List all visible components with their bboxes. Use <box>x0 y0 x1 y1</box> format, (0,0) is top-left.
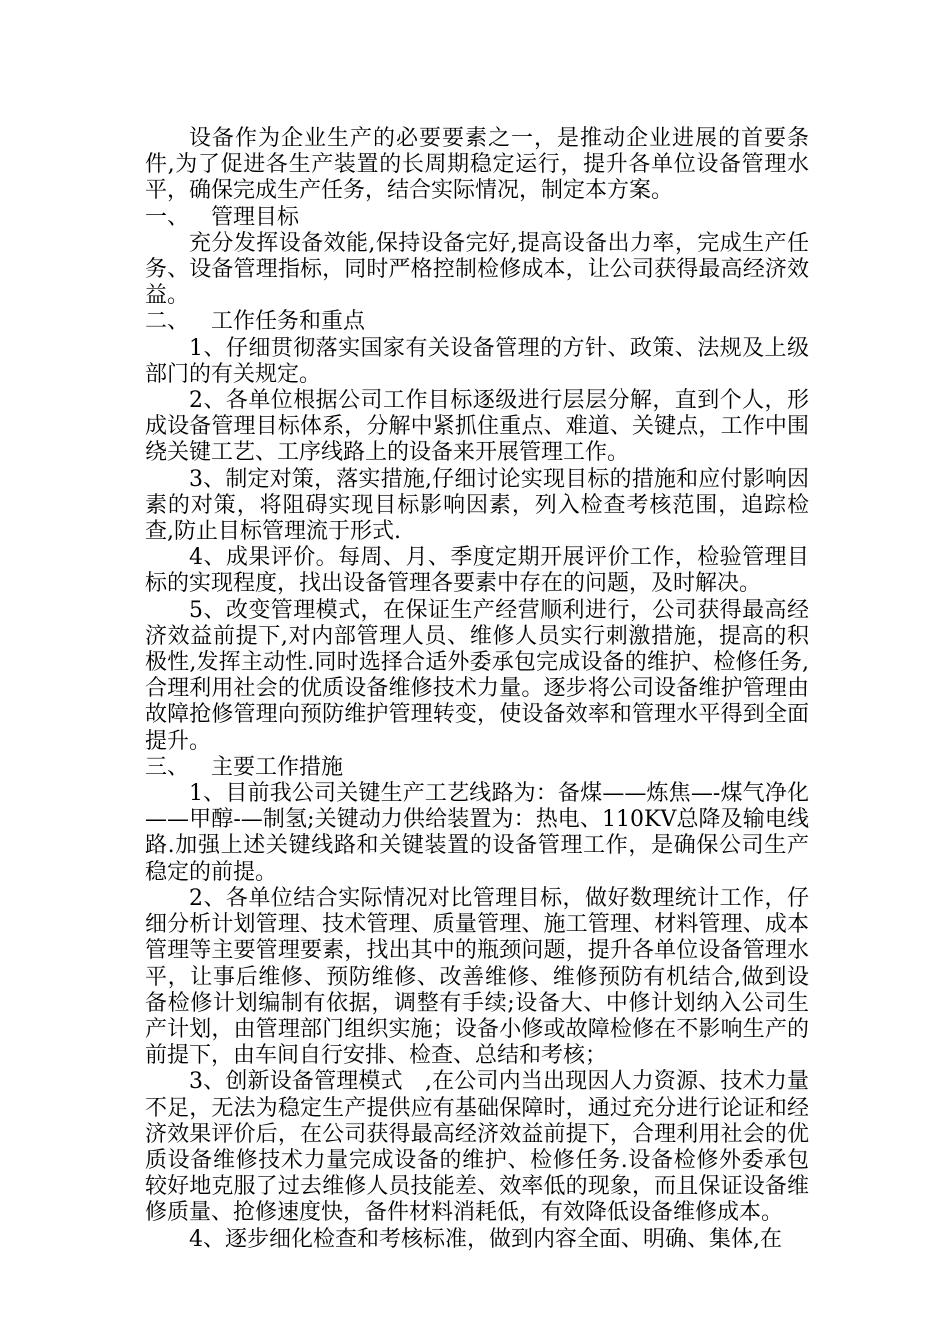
section-2-paragraph-4: 4、成果评价。每周、月、季度定期开展评价工作，检验管理目标的实现程度，找出设备管理各要素中存在的问题，及时解决。 <box>145 545 809 597</box>
section-1-paragraph-1: 充分发挥设备效能,保持设备完好,提高设备出力率，完成生产任务、设备管理指标，同时严格控制检修成本，让公司获得最高经济效益。 <box>145 230 809 309</box>
section-2-number: 二、 <box>145 309 190 335</box>
section-3-paragraph-2: 2、各单位结合实际情况对比管理目标，做好数理统计工作，仔细分析计划管理、技术管理、质量管理、施工管理、材料管理、成本管理等主要管理要素，找出其中的瓶颈问题，提升各单位设备管理水平，让事后维修、预防维修、改善维修、维修预防有机结合,做到设备检修计划编制有依据，调整有手续;设备大、中修计划纳入公司生产计划，由管理部门组织实施；设备小修或故障检修在不影响生产的前提下，由车间自行安排、检查、总结和考核； <box>145 885 809 1069</box>
section-2-paragraph-2: 2、各单位根据公司工作目标逐级进行层层分解，直到个人，形成设备管理目标体系，分解中紧抓住重点、难道、关键点，工作中围绕关键工艺、工序线路上的设备来开展管理工作。 <box>145 388 809 466</box>
section-1-heading <box>145 205 809 231</box>
section-3-paragraph-4: 4、逐步细化检查和考核标准，做到内容全面、明确、集体,在 <box>189 1226 782 1252</box>
section-3-heading <box>145 755 809 781</box>
document-body <box>145 126 809 1253</box>
section-2-title: 工作任务和重点 <box>211 309 366 335</box>
section-3-number: 三、 <box>145 754 190 780</box>
section-2-heading <box>145 309 809 335</box>
section-2-paragraph-3: 3、制定对策，落实措施,仔细讨论实现目标的措施和应付影响因素的对策，将阻碍实现目标影响因素，列入检查考核范围，追踪检查,防止目标管理流于形式. <box>145 466 809 545</box>
section-2-paragraph-5: 5、改变管理模式，在保证生产经营顺利进行，公司获得最高经济效益前提下,对内部管理人员、维修人员实行刺激措施，提高的积极性,发挥主动性.同时选择合适外委承包完成设备的维护、检修任务,合理利用社会的优质设备维修技术力量。逐步将公司设备维护管理由故障抢修管理向预防维护管理转变，使设备效率和管理水平得到全面提升。 <box>145 597 809 754</box>
section-2-paragraph-1: 1、仔细贯彻落实国家有关设备管理的方针、政策、法规及上级部门的有关规定。 <box>145 335 809 387</box>
section-1-number: 一、 <box>145 204 190 230</box>
section-3-title: 主要工作措施 <box>211 754 344 780</box>
section-1-title: 管理目标 <box>211 204 300 230</box>
section-3-paragraph-3: 3、创新设备管理模式 ,在公司内当出现因人力资源、技术力量不足，无法为稳定生产提供应有基础保障时，通过充分进行论证和经济效果评价后，在公司获得最高经济效益前提下，合理利用社会的优质设备维修技术力量完成设备的维护、检修任务.设备检修外委承包较好地克服了过去维修人员技能差、效率低的现象，而且保证设备维修质量、抢修速度快，备件材料消耗低，有效降低设备维修成本。 <box>145 1069 809 1226</box>
intro-paragraph: 设备作为企业生产的必要要素之一，是推动企业进展的首要条件,为了促进各生产装置的长周期稳定运行，提升各单位设备管理水平，确保完成生产任务，结合实际情况，制定本方案。 <box>145 126 809 204</box>
section-3-paragraph-1: 1、目前我公司关键生产工艺线路为：备煤——炼焦—-煤气净化——甲醇-—制氢;关键动力供给装置为：热电、110KV总降及输电线路.加强上述关键线路和关键装置的设备管理工作，是确保公司生产稳定的前提。 <box>145 781 809 885</box>
